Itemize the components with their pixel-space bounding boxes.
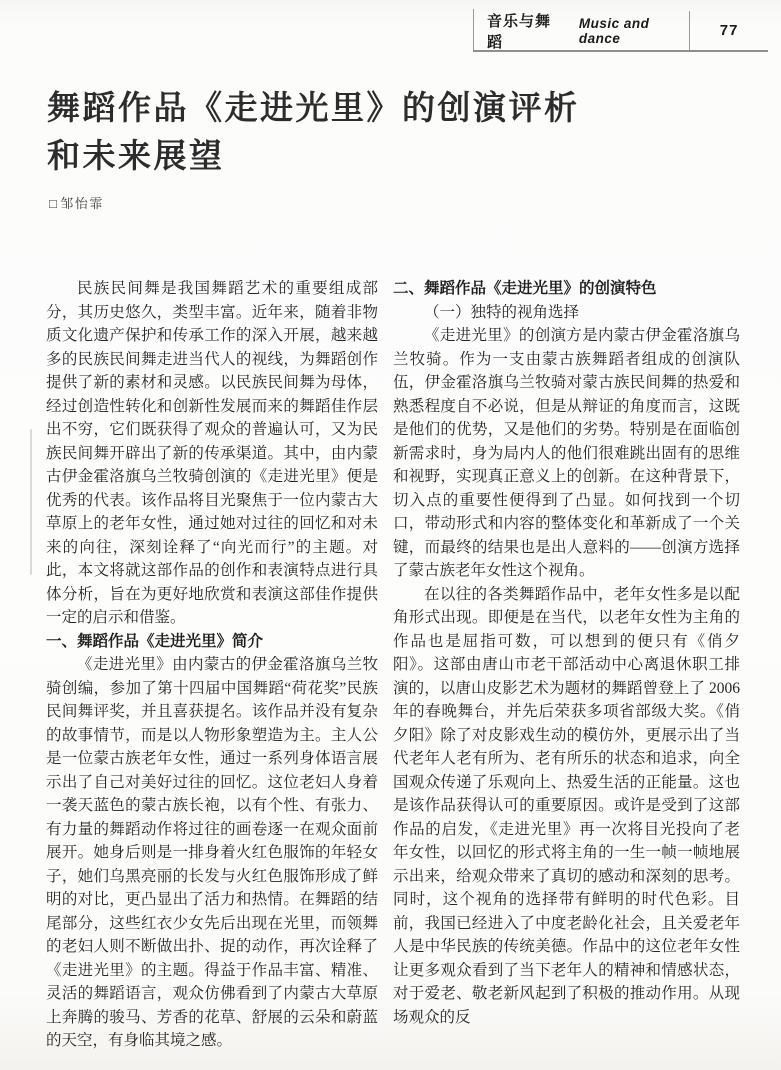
- section-heading-2: 二、舞蹈作品《走进光里》的创演特色: [393, 280, 657, 297]
- left-column: [46, 277, 378, 1053]
- scan-artifact-line: [30, 429, 32, 575]
- subsection-heading-2-1: （一）独特的视角选择: [424, 303, 580, 321]
- header-divider-left: [473, 9, 474, 50]
- author-name: 邹怡霏: [60, 196, 104, 211]
- category-label-cn: 音乐与舞蹈: [486, 12, 551, 51]
- journal-header: [473, 11, 768, 52]
- author-byline: [49, 193, 104, 212]
- right-column: [393, 277, 740, 1053]
- body-paragraph: 《走进光里》由内蒙古的伊金霍洛旗乌兰牧骑创编，参加了第十四届中国舞蹈“荷花奖”民族民间舞评奖，并且喜获提名。该作品并没有复杂的故事情节，而是以人物形象塑造为主。主人公是一位蒙古族老年女性，通过一系列身体语言展示出了自己对美好过往的回忆。这位老妇人身着一袭天蓝色的蒙古族长袍，以有个性、有张力、有力量的舞蹈动作将过往的画卷逐一在观众面前展开。她身后则是一排身着火红色服饰的年轻女子，她们乌黑亮丽的长发与火红色服饰形成了鲜明的对比，更凸显出了活力和热情。在舞蹈的结尾部分，这些红衣少女先后出现在光里，而领舞的老妇人则不断做出扑、捉的动作，再次诠释了《走进光里》的主题。得益于作品丰富、精准、灵活的舞蹈语言，观众仿佛看到了内蒙古大草原上奔腾的骏马、芳香的花草、舒展的云朵和蔚蓝的天空，有身临其境之感。: [46, 656, 378, 1049]
- body-paragraph: 《走进光里》的创演方是内蒙古伊金霍洛旗乌兰牧骑。作为一支由蒙古族舞蹈者组成的创演队伍，伊金霍洛旗乌兰牧骑对蒙古族民间舞的热爱和熟悉程度自不必说，但是从辩证的角度而言，这既是他们的优势，又是他们的劣势。特别是在面临创新需求时，身为局内人的他们很难跳出固有的思维和视野，实现真正意义上的创新。在这种背景下，切入点的重要性便得到了凸显。如何找到一个切口，带动形式和内容的整体变化和革新成了一个关键，而最终的结果也是出人意料的——创演方选择了蒙古族老年女性这个视角。: [393, 327, 740, 579]
- page-number: 77: [719, 22, 739, 39]
- article-body: [46, 277, 740, 1053]
- article-title-line1: 舞蹈作品《走进光里》的创演评析: [47, 89, 580, 126]
- body-paragraph: 民族民间舞是我国舞蹈艺术的重要组成部分，其历史悠久，类型丰富。近年来，随着非物质文化遗产保护和传承工作的深入开展，越来越多的民族民间舞走进当代人的视线，为舞蹈创作提供了新的素材和灵感。以民族民间舞为母体，经过创造性转化和创新性发展而来的舞蹈佳作层出不穷，它们既获得了观众的普遍认可，又为民族民间舞开辟出了新的传承渠道。其中，由内蒙古伊金霍洛旗乌兰牧骑创演的《走进光里》便是优秀的代表。该作品将目光聚焦于一位内蒙古大草原上的老年女性，通过她对过往的回忆和对未来的向往，深刻诠释了“向光而行”的主题。对此，本文将就这部作品的创作和表演特点进行具体分析，旨在为更好地欣赏和表演这部佳作提供一定的启示和借鉴。: [46, 280, 378, 626]
- category-label-en: Music and dance: [578, 15, 650, 46]
- section-heading-1: 一、舞蹈作品《走进光里》简介: [46, 632, 264, 650]
- body-paragraph: 在以往的各类舞蹈作品中，老年女性多是以配角形式出现。即便是在当代，以老年女性为主角的作品也是屈指可数，可以想到的便只有《俏夕阳》。这部由唐山市老干部活动中心离退休职工排演的，以唐山皮影艺术为题材的舞蹈曾登上了 2006 年的春晚舞台，并先后荣获多项省部级大奖。《俏夕阳》除了对皮影戏生动的模仿外，更展示出了当代老年人老有所为、老有所乐的状态和追求，向全国观众传递了乐观向上、热爱生活的正能量。这也是该作品获得认可的重要原因。或许是受到了这部作品的启发，《走进光里》再一次将目光投向了老年女性，以回忆的形式将主角的一生一帧一帧地展示出来，给观众带来了真切的感动和深刻的思考。同时，这个视角的选择带有鲜明的时代色彩。目前，我国已经进入了中度老龄化社会，且关爱老年人是中华民族的传统美德。作品中的这位老年女性让更多观众看到了当下老年人的精神和情感状态，对于爱老、敬老新风起到了积极的推动作用。从现场观众的反: [393, 585, 740, 1026]
- author-marker: □: [49, 196, 59, 211]
- article-title: [47, 84, 580, 180]
- article-title-line2: 和未来展望: [47, 137, 225, 174]
